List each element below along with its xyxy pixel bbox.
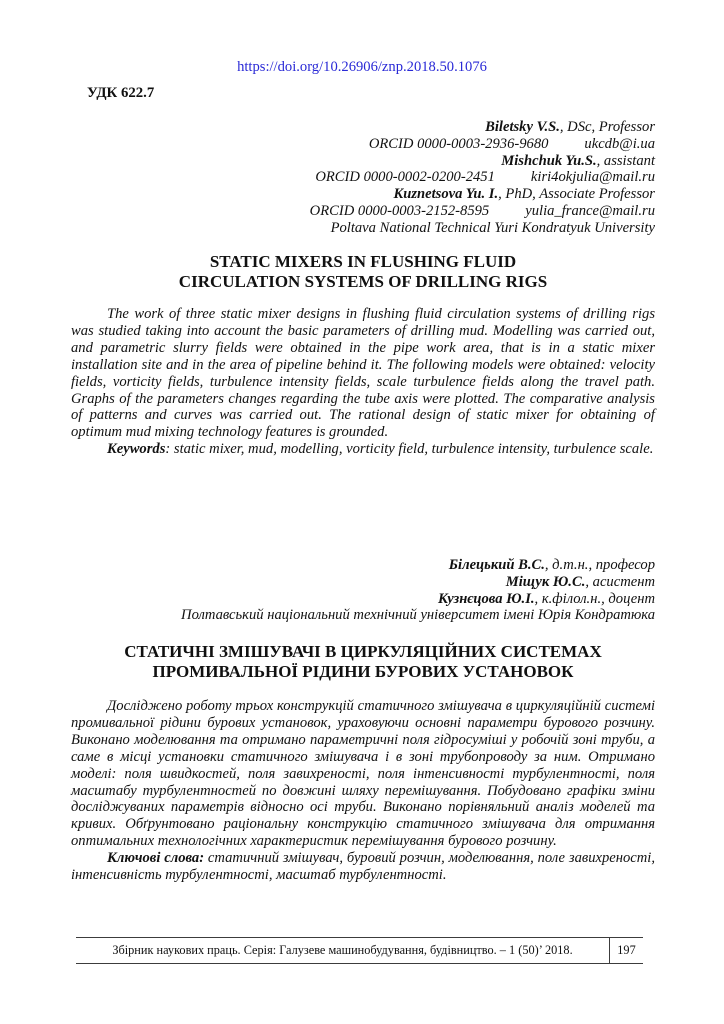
- footer-journal-text: Збірник наукових праць. Серія: Галузеве машинобудування, будівництво. – 1 (50)’ 2018.: [112, 943, 573, 957]
- orcid-line: [150, 203, 655, 220]
- author-name: Mishchuk Yu.S.: [501, 152, 597, 169]
- title-ua-line2: ПРОМИВАЛЬНОЇ РІДИНИ БУРОВИХ УСТАНОВОК: [152, 661, 574, 681]
- footer-page-number: [609, 938, 643, 963]
- page-title-en: [71, 252, 655, 291]
- keywords-en-line: [71, 441, 655, 458]
- author-line: [120, 591, 655, 608]
- author-line: [150, 153, 655, 170]
- abstract-en-text: The work of three static mixer designs in flushing fluid circulation systems of drilling rigs was studied taking into account the basic parameters of drilling mud. Modelling was carried out, and parametric slurry fields were obtained in the pipe work area, that is in a static mixer installation site and in the area of pipeline behind it. The following models were obtained: velocity fields, vorticity fields, turbulence intensity fields, scale turbulence fields along the travel path. Graphs of the parameters changes regarding the tube axis were plotted. The comparative analysis of patterns and curves was carried out. The rational design of static mixer for obtaining of optimum mud mixing technology features is grounded.: [71, 306, 655, 441]
- author-line: [120, 574, 655, 591]
- author-role: , DSc, Professor: [559, 119, 655, 135]
- keywords-ua-text: статичний змішувач, буровий розчин, моделювання, поле завихреності, інтенсивність турбулентності, масштаб турбулентності.: [71, 850, 656, 884]
- orcid-id: ORCID 0000-0003-2936-9680: [368, 135, 549, 152]
- author-line: [150, 119, 655, 136]
- orcid-line: [150, 136, 655, 153]
- keywords-en-label: Keywords: [107, 441, 166, 458]
- udc-label: УДК 622.7: [87, 85, 155, 101]
- authors-block-en: [150, 119, 655, 237]
- doi-line: [0, 59, 724, 76]
- page-number-text: 197: [617, 943, 636, 957]
- doi-link[interactable]: https://doi.org/10.26906/znp.2018.50.1076: [237, 59, 487, 75]
- author-role: , PhD, Associate Professor: [498, 186, 655, 203]
- orcid-id: ORCID 0000-0003-2152-8595: [309, 202, 490, 219]
- orcid-line: [150, 169, 655, 186]
- author-name: Biletsky V.S.: [485, 119, 560, 135]
- author-role: , д.т.н., професор: [544, 557, 655, 573]
- author-name: Кузнєцова Ю.І.: [437, 590, 535, 607]
- abstract-en-block: [71, 306, 655, 458]
- abstract-ua-text: Досліджено роботу трьох конструкцій статичного змішувача в циркуляційній системі промивальної рідини бурових установок, ураховуючи основні параметри бурового розчину. Виконано моделювання та отримано параметричні поля гідросуміші у робочій зоні труби, а саме в місці установки статичного змішувача і в зоні трубопроводу за ним. Отримано моделі: поля швидкостей, поля завихреності, поля інтенсивності турбулентності, поля масштабу турбулентностей по довжині шляху перемішування. Побудовано графіки зміни досліджуваних параметрів відносно осі труби. Виконано порівняльний аналіз моделей та кривих. Обґрунтовано раціональну конструкцію статичного змішувача для отримання оптимальних технологічних характеристик перемішування бурового розчину.: [71, 698, 655, 850]
- keywords-ua-line: [71, 850, 655, 884]
- authors-block-ua: [120, 557, 655, 624]
- author-name: Kuznetsova Yu. I.: [393, 186, 499, 203]
- author-line: [120, 557, 655, 574]
- author-name: Міщук Ю.С.: [505, 573, 586, 590]
- keywords-en-text: : static mixer, mud, modelling, vorticity field, turbulence intensity, turbulence scale.: [165, 441, 654, 458]
- title-ua-line1: СТАТИЧНІ ЗМІШУВАЧІ В ЦИРКУЛЯЦІЙНИХ СИСТЕМАХ: [124, 642, 602, 661]
- affiliation-ua: Полтавський національний технічний університет імені Юрія Кондратюка: [181, 607, 655, 624]
- author-role: , assistant: [596, 152, 655, 169]
- author-role: , асистент: [585, 573, 655, 590]
- title-en-line1: STATIC MIXERS IN FLUSHING FLUID: [209, 252, 517, 271]
- author-email: kiri4okjulia@mail.ru: [530, 169, 655, 186]
- page-footer: [76, 937, 643, 964]
- author-email: yulia_france@mail.ru: [525, 202, 655, 219]
- title-en-line2: CIRCULATION SYSTEMS OF DRILLING RIGS: [178, 271, 548, 291]
- footer-journal-line: [76, 938, 609, 963]
- author-role: , к.філол.н., доцент: [534, 590, 655, 607]
- author-email: ukcdb@i.ua: [584, 135, 655, 152]
- affiliation-en: Poltava National Technical Yuri Kondratyuk University: [330, 219, 655, 236]
- abstract-ua-block: [71, 698, 655, 884]
- page-title-ua: [71, 642, 655, 681]
- orcid-id: ORCID 0000-0002-0200-2451: [315, 169, 495, 186]
- author-name: Білецький В.С.: [448, 557, 545, 573]
- keywords-ua-label: Ключові слова:: [107, 850, 205, 867]
- author-line: [150, 186, 655, 203]
